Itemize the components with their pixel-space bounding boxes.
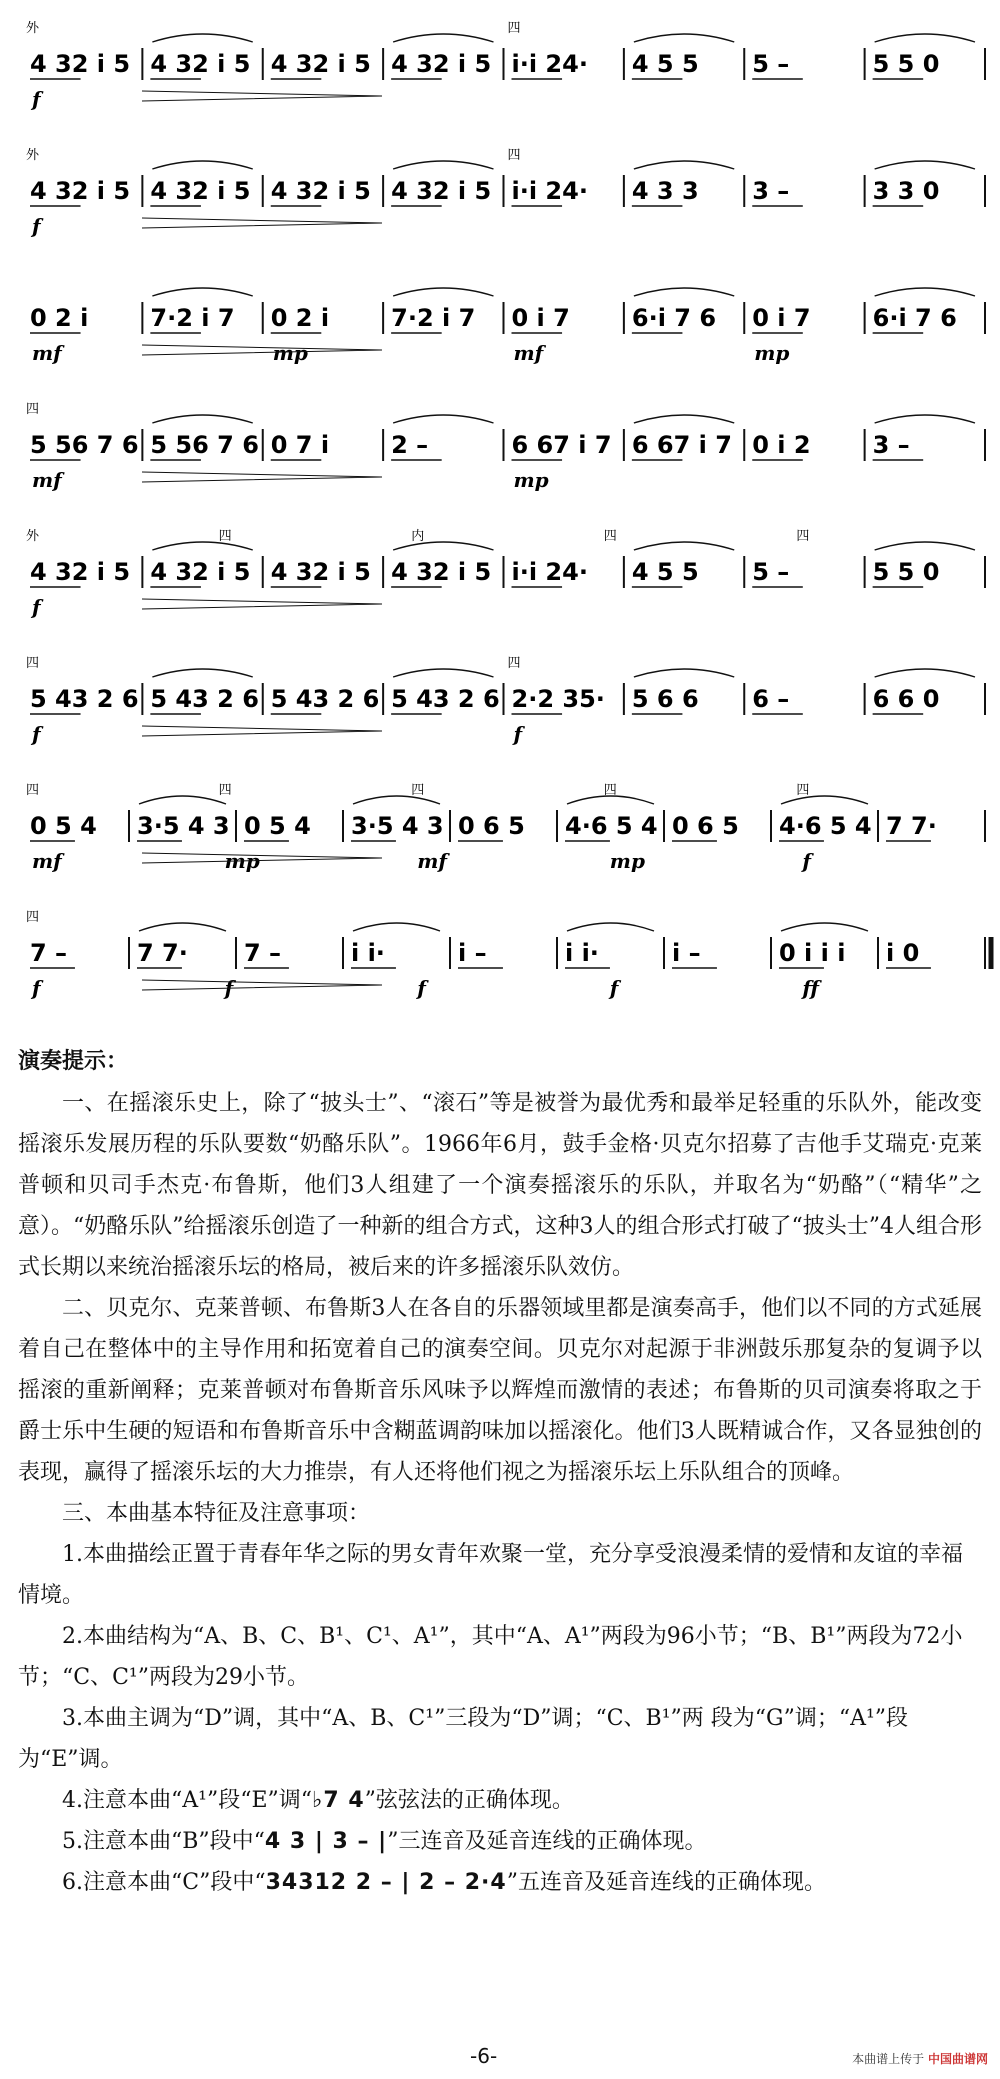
slur (139, 796, 226, 804)
fingering-mark: 四 (218, 529, 232, 544)
slur (152, 288, 252, 296)
page-footer (0, 2040, 1000, 2076)
measure-notes: i i· (565, 939, 599, 967)
dynamic-mark: f (609, 976, 619, 1000)
item5-notation: 4 3 | 3 – | (264, 1829, 388, 1854)
item4-notation: ♭7 4 (312, 1788, 365, 1813)
measure-notes: 4 32 i 5 (270, 177, 371, 205)
notes-paragraph-1: 一、在摇滚乐史上，除了“披头士”、“滚石”等是被誉为最优秀和最举足轻重的乐队外，能改变摇滚乐发展历程的乐队要数“奶酪乐队”。1966年6月，鼓手金格·贝克尔招募了吉他手艾瑞克·克莱普顿和贝司手杰克·布鲁斯，他们3人组建了一个演奏摇滚乐的乐队，并取名为“奶酪”（“精华”之意）。“奶酪乐队”给摇滚乐创造了一种新的组合方式，这种3人的组合形式打破了“披头士”4人组合形式长期以来统治摇滚乐坛的格局，被后来的许多摇滚乐队效仿。 (18, 1091, 983, 1280)
dynamic-mark: f (32, 976, 41, 1000)
credit-text: 本曲谱上传于 (852, 2052, 925, 2066)
slur (152, 34, 252, 42)
dynamic-mark: f (32, 214, 41, 238)
hairpin (142, 91, 382, 101)
page-number: -6- (470, 2044, 498, 2068)
measure-notes: 5 43 2 6 (150, 685, 259, 713)
dynamic-mark: mf (32, 341, 62, 365)
slur (393, 161, 493, 169)
score-area (0, 0, 1000, 1030)
dynamic-mark: f (513, 722, 523, 746)
item6-pre: 6.注意本曲“C”段中“ (62, 1870, 266, 1895)
measure-notes: 6 6 0 (872, 685, 940, 713)
measure-notes: 3·5 4 3 (137, 812, 230, 840)
slur (393, 415, 493, 423)
measure-notes: 0 5 4 (244, 812, 311, 840)
slur (634, 288, 734, 296)
hairpin (142, 345, 382, 355)
measure-notes: 4 32 i 5 (30, 558, 131, 586)
hairpin (142, 218, 382, 228)
item5-pre: 5.注意本曲“B”段中“ (62, 1829, 265, 1854)
dynamic-mark: f (417, 976, 426, 1000)
hairpin (142, 599, 382, 609)
slur (875, 288, 975, 296)
measure-notes: 4 32 i 5 (391, 177, 492, 205)
measure-notes: i – (458, 939, 487, 967)
slur (353, 796, 440, 804)
measure-notes: i·i 24· (511, 50, 588, 78)
fingering-mark: 四 (507, 148, 521, 163)
measure-notes: 0 i 7 (511, 304, 570, 332)
measure-notes: 4 32 i 5 (391, 558, 492, 586)
slur (634, 34, 734, 42)
measure-notes: 4 32 i 5 (391, 50, 492, 78)
dynamic-mark: mp (224, 849, 260, 873)
dynamic-mark: mp (513, 468, 549, 492)
measure-notes: 5 56 7 6 (30, 431, 139, 459)
measure-notes: 0 2 i (30, 304, 89, 332)
slur (634, 161, 734, 169)
dynamic-mark: mf (32, 849, 62, 873)
dynamic-mark: f (32, 87, 41, 111)
measure-notes: i·i 24· (511, 177, 588, 205)
measure-notes: 4 3 3 (631, 177, 699, 205)
dynamic-mark: ff (802, 976, 819, 1000)
slur (139, 923, 226, 931)
slur (875, 415, 975, 423)
measure-notes: 3 – (752, 177, 790, 205)
slur (152, 161, 252, 169)
fingering-mark: 外 (26, 148, 40, 163)
measure-notes: 5 – (752, 558, 790, 586)
measure-notes: 5 5 0 (872, 50, 940, 78)
measure-notes: 5 – (752, 50, 790, 78)
measure-notes: 7·2 i 7 (150, 304, 235, 332)
notes-item-5 (18, 1821, 982, 1862)
slur (875, 669, 975, 677)
measure-notes: 4 5 5 (631, 50, 699, 78)
hairpin (142, 853, 382, 863)
measure-notes: 4 32 i 5 (150, 50, 251, 78)
notes-heading: 演奏提示： (18, 1049, 129, 1074)
fingering-mark: 外 (26, 529, 40, 544)
measure-notes: 7 7· (137, 939, 188, 967)
slur (781, 796, 868, 804)
measure-notes: 2 – (391, 431, 429, 459)
dynamic-mark: f (32, 595, 41, 619)
measure-notes: 0 i 7 (752, 304, 811, 332)
measure-notes: 6 – (752, 685, 790, 713)
hairpin (142, 726, 382, 736)
score-svg (0, 0, 1000, 1030)
dynamic-mark: f (224, 976, 234, 1000)
measure-notes: 5 43 2 6 (391, 685, 500, 713)
measure-notes: i 0 (886, 939, 920, 967)
item4-pre: 4.注意本曲“A¹”段“E”调“ (62, 1788, 312, 1813)
fingering-mark: 四 (603, 529, 617, 544)
fingering-mark: 四 (26, 910, 40, 925)
dynamic-mark: mf (417, 849, 447, 873)
slur (152, 415, 252, 423)
item6-notation: 34312 2 – | 2 – 2·4 (265, 1870, 507, 1895)
slur (393, 288, 493, 296)
fingering-mark: 四 (26, 402, 40, 417)
slur (781, 923, 868, 931)
measure-notes: 3 3 0 (872, 177, 940, 205)
fingering-mark: 四 (603, 783, 617, 798)
notes-item-1: 1.本曲描绘正置于青春年华之际的男女青年欢聚一堂，充分享受浪漫柔情的爱情和友谊的幸福情境。 (18, 1542, 963, 1608)
measure-notes: 4 32 i 5 (30, 177, 131, 205)
measure-notes: 6 67 i 7 (631, 431, 732, 459)
dynamic-mark: mp (272, 341, 308, 365)
slur (634, 542, 734, 550)
measure-notes: 4 32 i 5 (30, 50, 131, 78)
performance-notes (18, 1044, 982, 1903)
notes-item-3: 3.本曲主调为“D”调，其中“A、B、C¹”三段为“D”调；“C、B¹”两 段为“G”调；“A¹”段为“E”调。 (18, 1706, 909, 1772)
notes-item-6 (18, 1862, 982, 1903)
measure-notes: 2·2 35· (511, 685, 605, 713)
measure-notes: 5 6 6 (631, 685, 699, 713)
measure-notes: 7 – (30, 939, 68, 967)
fingering-mark: 四 (411, 783, 425, 798)
upload-credit (852, 2050, 988, 2067)
hairpin (142, 980, 382, 990)
slur (393, 669, 493, 677)
slur (634, 415, 734, 423)
slur (875, 34, 975, 42)
fingering-mark: 四 (26, 783, 40, 798)
notes-item-4 (18, 1780, 982, 1821)
measure-notes: 4·6 5 4 (779, 812, 872, 840)
measure-notes: 4 32 i 5 (270, 50, 371, 78)
measure-notes: 4 32 i 5 (150, 558, 251, 586)
dynamic-mark: mp (754, 341, 790, 365)
measure-notes: 3·5 4 3 (351, 812, 444, 840)
notes-section-3-title: 三、本曲基本特征及注意事项： (62, 1501, 371, 1526)
dynamic-mark: f (802, 849, 812, 873)
measure-notes: 6 67 i 7 (511, 431, 612, 459)
fingering-mark: 四 (796, 783, 810, 798)
dynamic-mark: mp (609, 849, 645, 873)
slur (634, 669, 734, 677)
fingering-mark: 四 (796, 529, 810, 544)
dynamic-mark: f (32, 722, 41, 746)
measure-notes: 0 6 5 (672, 812, 739, 840)
dynamic-mark: mf (513, 341, 544, 365)
measure-notes: 7·2 i 7 (391, 304, 476, 332)
site-name: 中国曲谱网 (927, 2052, 988, 2066)
measure-notes: 6·i 7 6 (631, 304, 717, 332)
measure-notes: 0 7 i (270, 431, 330, 459)
measure-notes: 0 6 5 (458, 812, 525, 840)
slur (393, 34, 493, 42)
slur (875, 542, 975, 550)
notes-paragraph-2: 二、贝克尔、克莱普顿、布鲁斯3人在各自的乐器领域里都是演奏高手，他们以不同的方式延展着自己在整体中的主导作用和拓宽着自己的演奏空间。贝克尔对起源于非洲鼓乐那复杂的复调予以摇滚的重新阐释；克莱普顿对布鲁斯音乐风味予以辉煌而激情的表述；布鲁斯的贝司演奏将取之于爵士乐中生硬的短语和布鲁斯音乐中含糊蓝调韵味加以摇滚化。他们3人既精诚合作，又各显独创的表现，赢得了摇滚乐坛的大力推崇，有人还将他们视之为摇滚乐坛上乐队组合的顶峰。 (18, 1296, 982, 1485)
item5-post: ”三连音及延音连线的正确体现。 (387, 1829, 707, 1854)
measure-notes: 7 – (244, 939, 282, 967)
measure-notes: 5 56 7 6 (150, 431, 259, 459)
notes-item-2: 2.本曲结构为“A、B、C、B¹、C¹、A¹”，其中“A、A¹”两段为96小节；“B、B¹”两段为72小节；“C、C¹”两段为29小节。 (18, 1624, 963, 1690)
item6-post: ”五连音及延音连线的正确体现。 (506, 1870, 826, 1895)
measure-notes: 4 32 i 5 (150, 177, 251, 205)
fingering-mark: 四 (218, 783, 232, 798)
measure-notes: 0 i i i (779, 939, 846, 967)
slur (152, 542, 252, 550)
measure-notes: 0 2 i (270, 304, 330, 332)
item4-post: ”弦弦法的正确体现。 (364, 1788, 574, 1813)
measure-notes: 0 i 2 (752, 431, 811, 459)
measure-notes: i·i 24· (511, 558, 588, 586)
measure-notes: 5 43 2 6 (30, 685, 139, 713)
fingering-mark: 四 (507, 21, 521, 36)
measure-notes: 7 7· (886, 812, 937, 840)
measure-notes: 4·6 5 4 (565, 812, 658, 840)
slur (152, 669, 252, 677)
fingering-mark: 内 (411, 529, 425, 544)
measure-notes: 5 5 0 (872, 558, 940, 586)
measure-notes: 4 32 i 5 (270, 558, 371, 586)
dynamic-mark: mf (32, 468, 62, 492)
slur (393, 542, 493, 550)
slur (875, 161, 975, 169)
slur (567, 923, 654, 931)
fingering-mark: 四 (507, 656, 521, 671)
measure-notes: i i· (351, 939, 385, 967)
measure-notes: i – (672, 939, 701, 967)
hairpin (142, 472, 382, 482)
measure-notes: 5 43 2 6 (270, 685, 380, 713)
slur (353, 923, 440, 931)
measure-notes: 4 5 5 (631, 558, 699, 586)
measure-notes: 0 5 4 (30, 812, 97, 840)
fingering-mark: 外 (26, 21, 40, 36)
measure-notes: 3 – (872, 431, 910, 459)
fingering-mark: 四 (26, 656, 40, 671)
measure-notes: 6·i 7 6 (872, 304, 957, 332)
